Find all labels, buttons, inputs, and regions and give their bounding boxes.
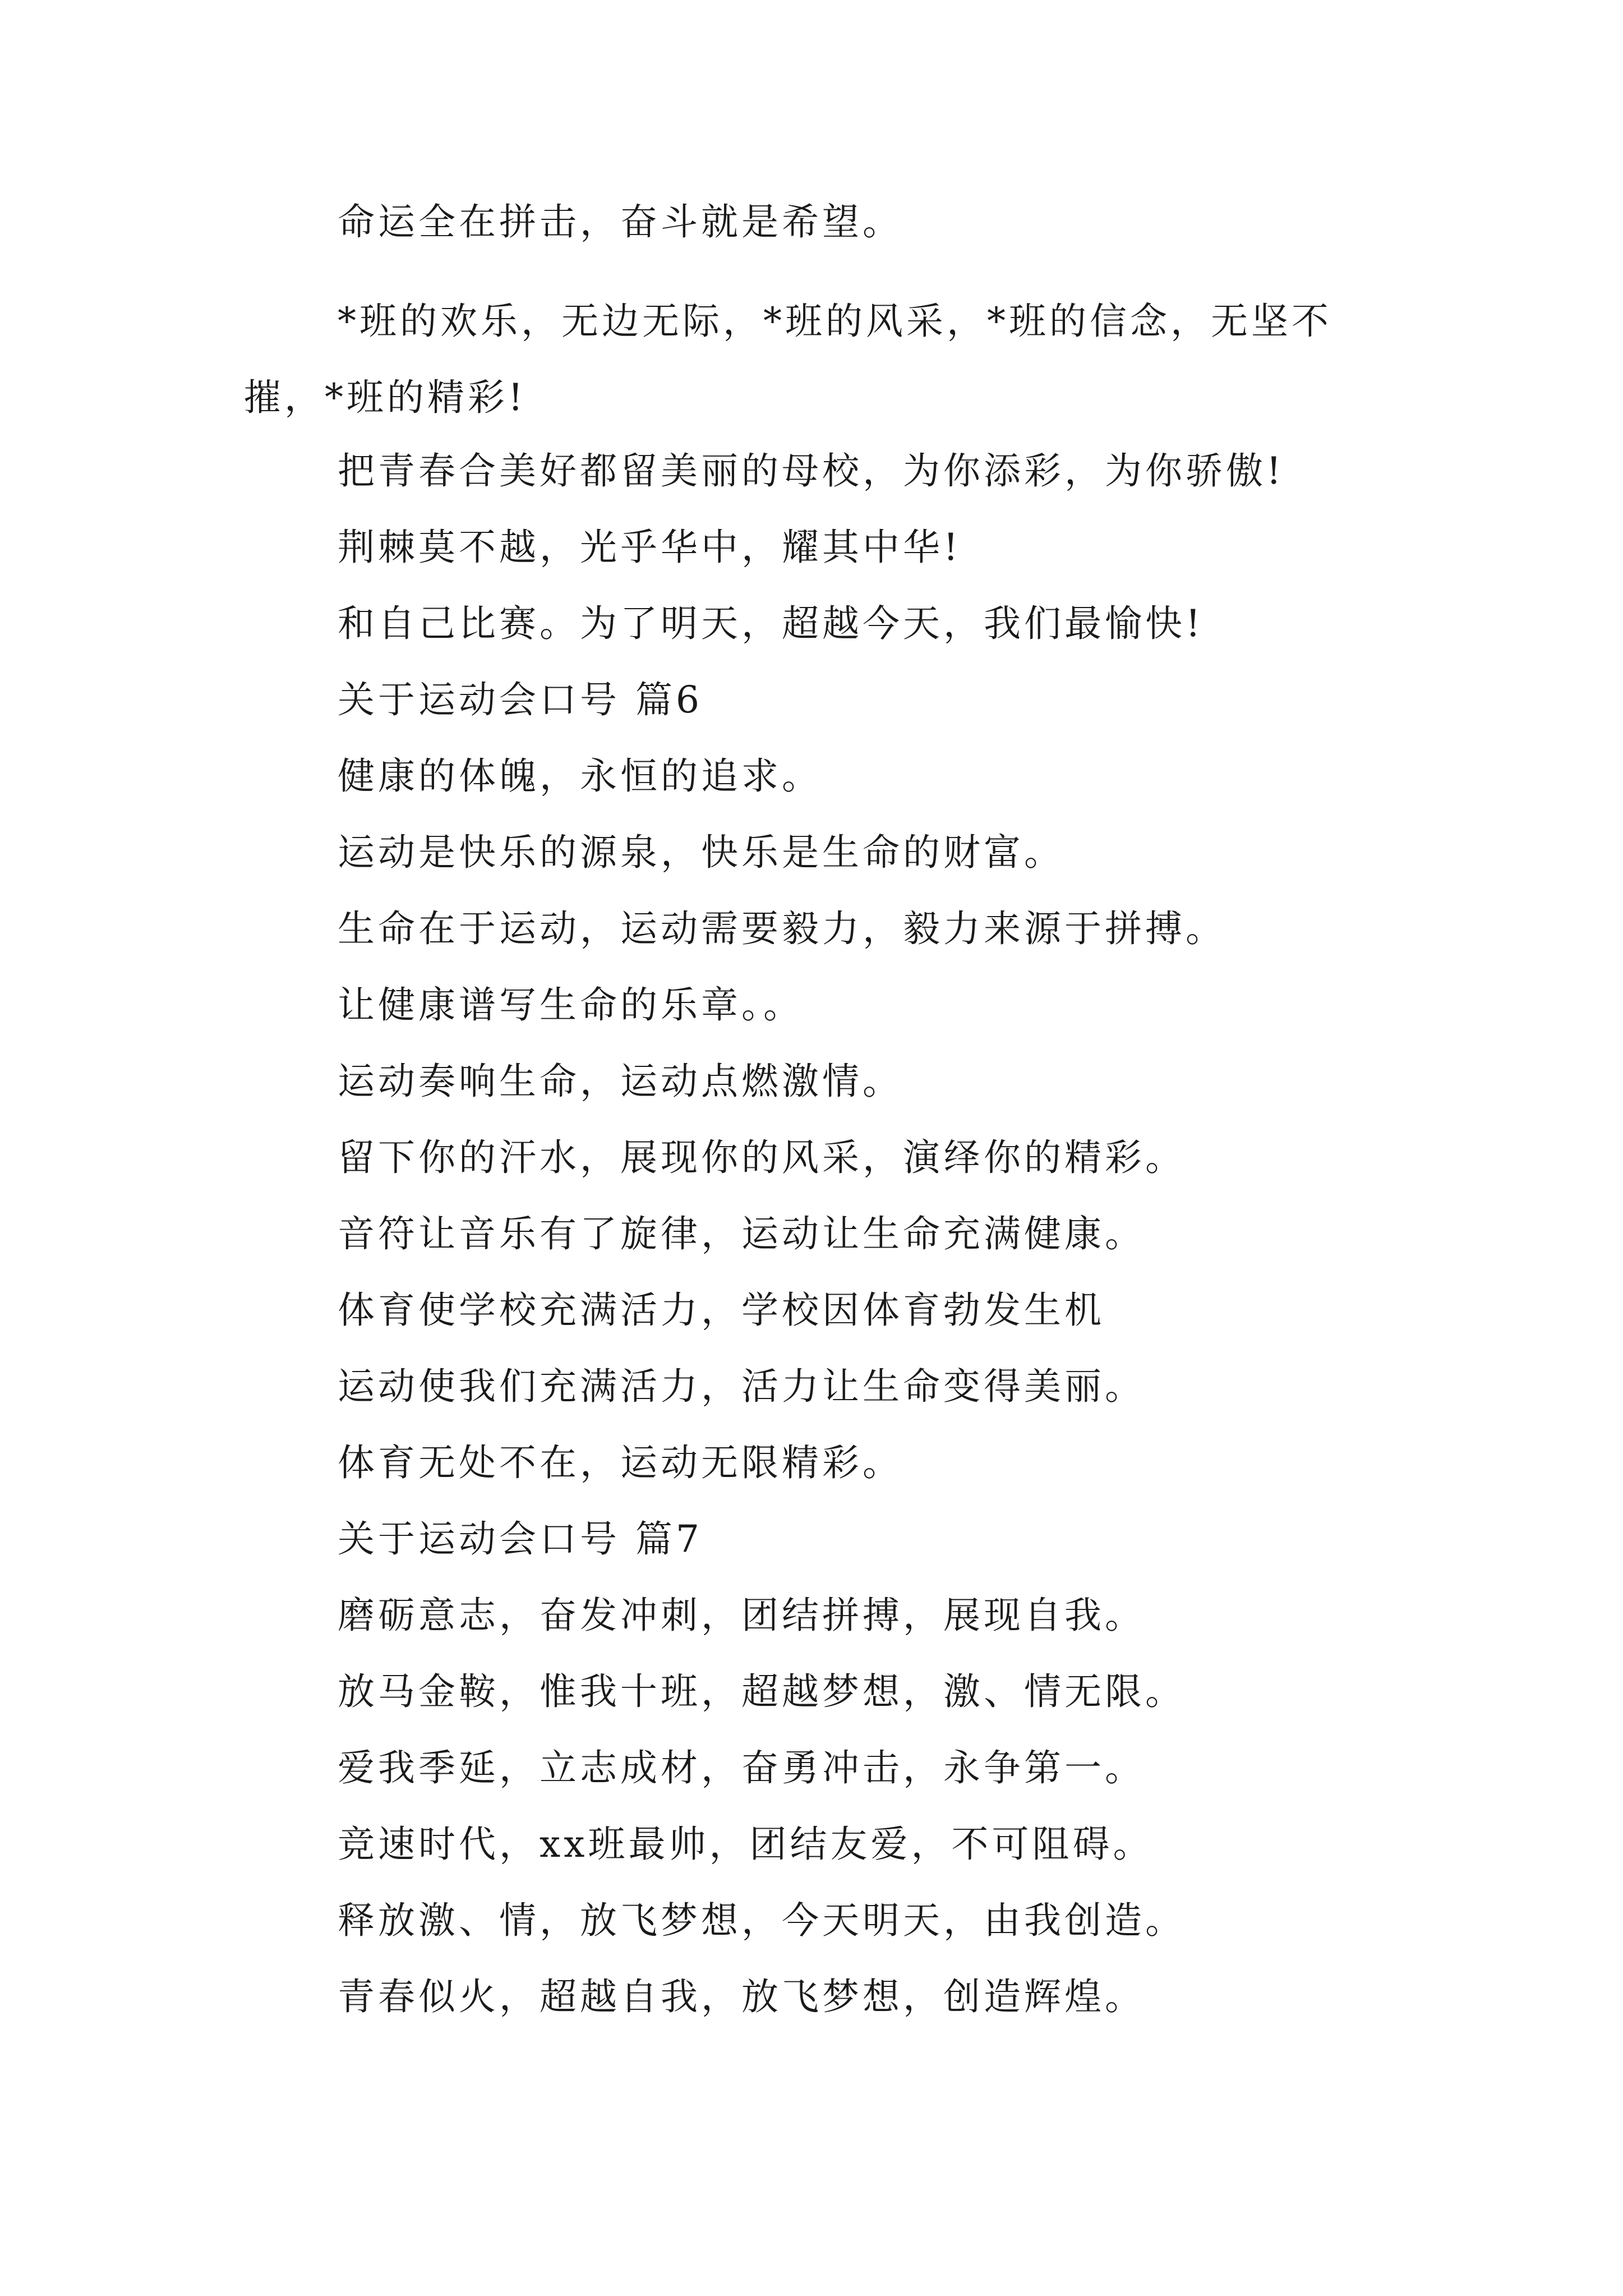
- paragraph: 运动使我们充满活力，活力让生命变得美丽。: [338, 1365, 1145, 1408]
- paragraph: 磨砺意志，奋发冲刺，团结拼搏，展现自我。: [338, 1594, 1145, 1637]
- paragraph: 命运全在拼击，奋斗就是希望。: [338, 200, 903, 243]
- paragraph: 荆棘莫不越，光乎华中，耀其中华!: [338, 526, 962, 569]
- paragraph: 音符让音乐有了旋律，运动让生命充满健康。: [338, 1212, 1145, 1255]
- paragraph: 放马金鞍，惟我十班，超越梦想，激、情无限。: [338, 1670, 1186, 1713]
- paragraph: 留下你的汗水，展现你的风采，演绎你的精彩。: [338, 1136, 1186, 1179]
- paragraph: 释放激、情，放飞梦想，今天明天，由我创造。: [338, 1899, 1186, 1942]
- paragraph: 和自己比赛。为了明天，超越今天，我们最愉快!: [338, 602, 1204, 645]
- paragraph: 生命在于运动，运动需要毅力，毅力来源于拼搏。: [338, 907, 1226, 950]
- paragraph: 健康的体魄，永恒的追求。: [338, 754, 822, 798]
- paragraph: 运动是快乐的源泉，快乐是生命的财富。: [338, 831, 1064, 874]
- paragraph: *班的欢乐，无边无际，*班的风采，*班的信念，无坚不摧，*班的精彩!: [244, 300, 1332, 419]
- section-heading: 关于运动会口号 篇7: [338, 1517, 703, 1561]
- paragraph: 竞速时代，xx班最帅，团结友爱，不可阻碍。: [338, 1823, 1154, 1866]
- paragraph: 让健康谱写生命的乐章。。: [338, 983, 804, 1027]
- paragraph: 把青春合美好都留美丽的母校，为你添彩，为你骄傲!: [338, 449, 1285, 493]
- paragraph: 运动奏响生命，运动点燃激情。: [338, 1060, 903, 1103]
- paragraph: 体育无处不在，运动无限精彩。: [338, 1441, 903, 1484]
- paragraph: 体育使学校充满活力，学校因体育勃发生机: [338, 1289, 1105, 1332]
- paragraph: 青春似火，超越自我，放飞梦想，创造辉煌。: [338, 1975, 1145, 2018]
- section-heading: 关于运动会口号 篇6: [338, 678, 703, 721]
- paragraph: 爱我季延，立志成材，奋勇冲击，永争第一。: [338, 1746, 1145, 1789]
